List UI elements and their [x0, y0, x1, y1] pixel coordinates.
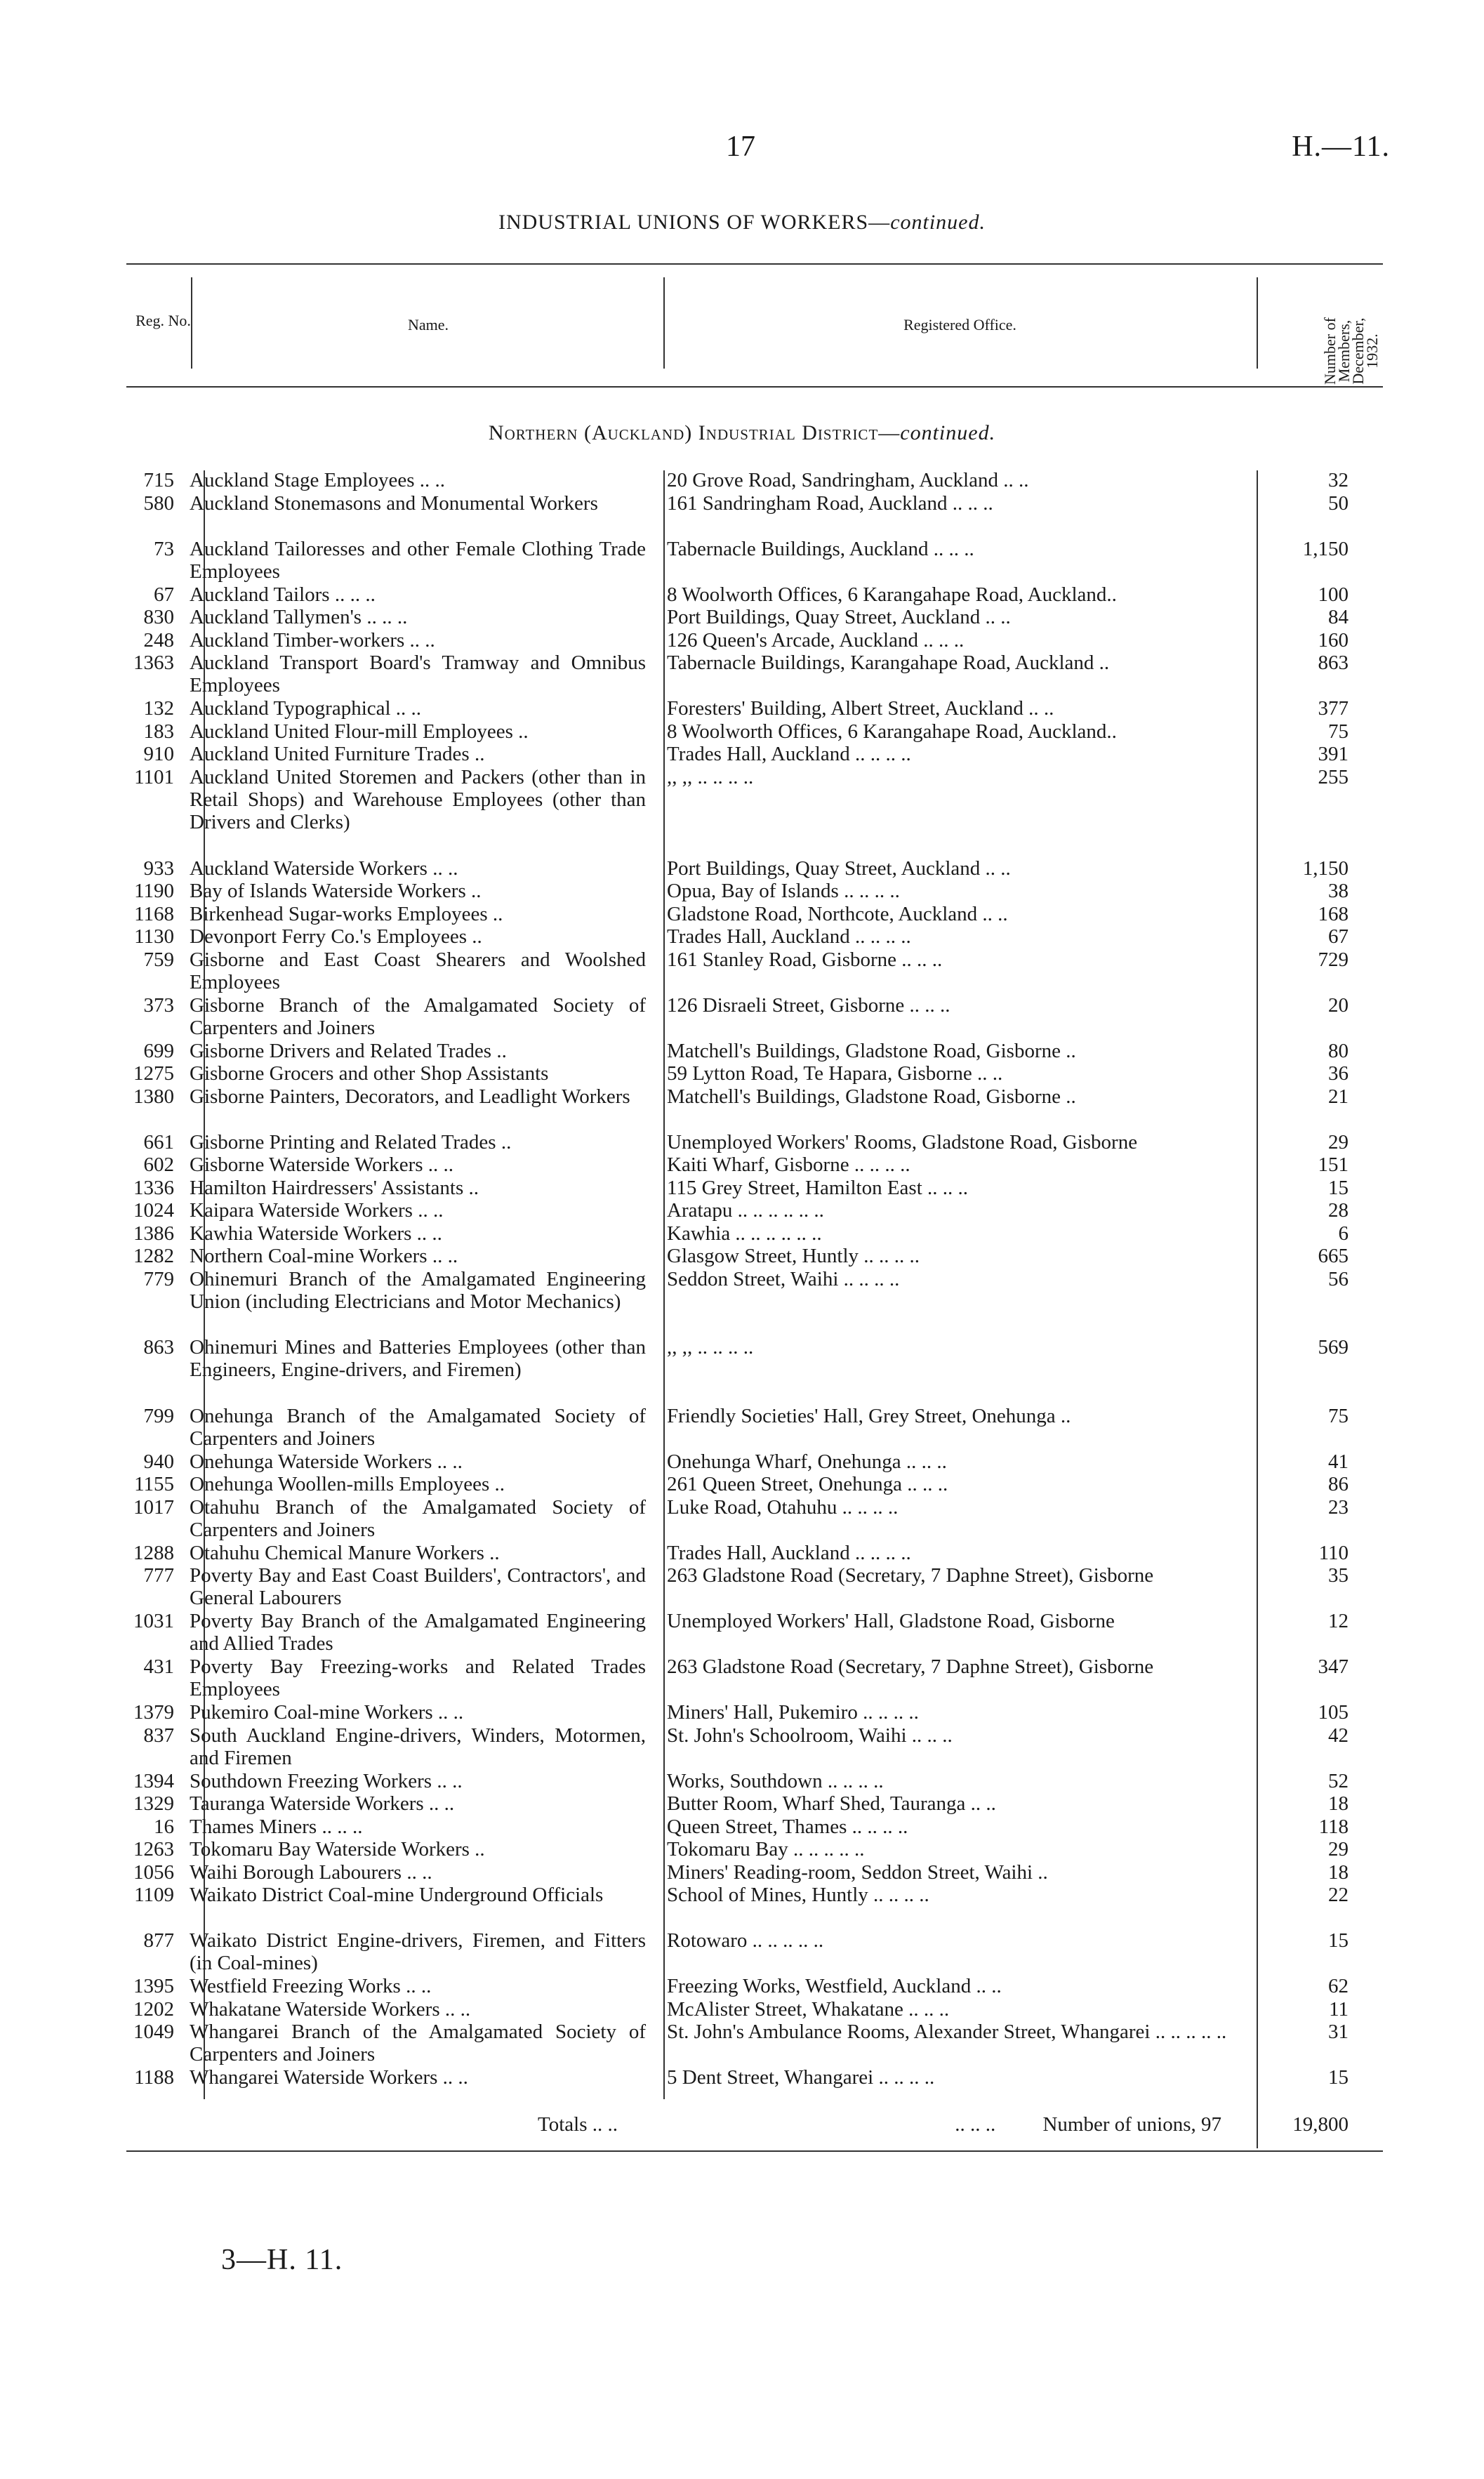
- union-name: Birkenhead Sugar-works Employees ..: [190, 902, 503, 925]
- table-row: [126, 1610, 1383, 1655]
- footer-code: 3—H. 11.: [221, 2244, 343, 2276]
- reg-number: 1031: [133, 1610, 174, 1632]
- reg-number: 1190: [134, 880, 174, 902]
- registered-office: 20 Grove Road, Sandringham, Auckland .. ..: [667, 469, 1029, 491]
- union-name: Waikato District Engine-drivers, Firemen, and Fitters (in Coal-mines): [190, 1929, 646, 1974]
- page-title: [0, 211, 1484, 234]
- table-row: [126, 1040, 1383, 1063]
- member-count: 38: [1328, 880, 1349, 902]
- union-name: Auckland Timber-workers .. ..: [190, 628, 435, 652]
- column-header-members: Number of Members, December, 1932.: [1321, 317, 1381, 385]
- member-count: 35: [1328, 1564, 1349, 1587]
- table-row: [126, 1861, 1383, 1884]
- district-heading: [0, 421, 1484, 445]
- reg-number: 1394: [133, 1769, 174, 1792]
- totals-union-count-block: [646, 2113, 1228, 2136]
- table-row: [126, 1655, 1383, 1701]
- union-name: Gisborne Branch of the Amalgamated Society of Carpenters and Joiners: [190, 993, 646, 1039]
- table-row: [126, 1564, 1383, 1610]
- reg-number: 1282: [133, 1245, 174, 1267]
- document-code: H.—11.: [1292, 131, 1390, 163]
- reg-number: 1056: [133, 1860, 174, 1884]
- union-name: Ohinemuri Branch of the Amalgamated Engineering Union (including Electricians and Motor Mechanics): [190, 1267, 646, 1313]
- union-name: Bay of Islands Waterside Workers ..: [190, 880, 482, 902]
- member-count: 1,150: [1302, 857, 1349, 880]
- reg-number: 248: [143, 628, 174, 652]
- member-count: 56: [1328, 1267, 1349, 1290]
- header-divider: [1257, 277, 1258, 369]
- union-name: Auckland Tailoresses and other Female Clothing Trade Employees: [190, 537, 646, 583]
- registered-office: Gladstone Road, Northcote, Auckland .. ..: [667, 902, 1008, 925]
- union-name: Southdown Freezing Workers .. ..: [190, 1769, 463, 1792]
- member-count: 36: [1328, 1062, 1349, 1085]
- registered-office: St. John's Ambulance Rooms, Alexander Street, Whangarei .. .. .. .. ..: [667, 2021, 1227, 2043]
- registered-office: Queen Street, Thames .. .. .. ..: [667, 1815, 908, 1838]
- registered-office: 59 Lytton Road, Te Hapara, Gisborne .. ..: [667, 1062, 1003, 1085]
- reg-number: 602: [143, 1153, 174, 1176]
- reg-number: 1049: [133, 2021, 174, 2043]
- registered-office: Port Buildings, Quay Street, Auckland .. ..: [667, 606, 1011, 628]
- column-header-reg-no: Reg. No.: [135, 312, 191, 329]
- registered-office: McAlister Street, Whakatane .. .. ..: [667, 1997, 950, 2021]
- member-count: 11: [1329, 1997, 1349, 2021]
- reg-number: 759: [143, 948, 174, 971]
- registered-office: Miners' Reading-room, Seddon Street, Waihi ..: [667, 1860, 1048, 1884]
- reg-number: 132: [143, 697, 174, 720]
- member-count: 665: [1318, 1245, 1349, 1267]
- member-count: 41: [1328, 1450, 1349, 1473]
- union-name: Gisborne Printing and Related Trades ..: [190, 1130, 512, 1153]
- reg-number: 863: [143, 1336, 174, 1359]
- table-row: [126, 1884, 1383, 1929]
- reg-number: 1379: [133, 1701, 174, 1724]
- registered-office: ,, ,, .. .. .. ..: [667, 1336, 754, 1359]
- registered-office: Opua, Bay of Islands .. .. .. ..: [667, 880, 900, 902]
- totals-rule: [126, 2150, 1383, 2152]
- registered-office: Butter Room, Wharf Shed, Tauranga .. ..: [667, 1792, 996, 1815]
- union-name: Otahuhu Chemical Manure Workers ..: [190, 1541, 500, 1564]
- table-row: [126, 2066, 1383, 2089]
- member-count: 168: [1318, 902, 1349, 925]
- union-name: Otahuhu Branch of the Amalgamated Society of Carpenters and Joiners: [190, 1495, 646, 1541]
- table-row: [126, 1405, 1383, 1450]
- title-main: INDUSTRIAL UNIONS OF WORKERS—: [498, 211, 891, 234]
- table-row: [126, 1542, 1383, 1565]
- totals-label: Totals .. ..: [538, 2113, 618, 2136]
- registered-office: Freezing Works, Westfield, Auckland .. ..: [667, 1975, 1002, 1997]
- table-row: [126, 880, 1383, 903]
- registered-office: Kaiti Wharf, Gisborne .. .. .. ..: [667, 1153, 910, 1176]
- table-row: [126, 652, 1383, 697]
- union-name: Westfield Freezing Works .. ..: [190, 1975, 432, 1997]
- registered-office: 263 Gladstone Road (Secretary, 7 Daphne Street), Gisborne: [667, 1564, 1154, 1587]
- member-count: 31: [1328, 2021, 1349, 2043]
- table-row: [126, 925, 1383, 948]
- header-top-rule: [126, 263, 1383, 265]
- table-row: [126, 1062, 1383, 1085]
- table-row: [126, 1268, 1383, 1337]
- registered-office: Matchell's Buildings, Gladstone Road, Gisborne ..: [667, 1085, 1076, 1108]
- union-name: Ohinemuri Mines and Batteries Employees (other than Engineers, Engine-drivers, and Firemen): [190, 1336, 646, 1381]
- table-row: [126, 720, 1383, 743]
- district-continued: continued.: [900, 421, 996, 444]
- union-name: Auckland Waterside Workers .. ..: [190, 857, 458, 880]
- union-name: Auckland Stage Employees .. ..: [190, 469, 446, 491]
- reg-number: 580: [143, 491, 174, 515]
- member-count: 18: [1328, 1860, 1349, 1884]
- registered-office: 126 Disraeli Street, Gisborne .. .. ..: [667, 993, 950, 1017]
- table-row: [126, 492, 1383, 538]
- union-name: Auckland Tallymen's .. .. ..: [190, 606, 408, 628]
- table-row: [126, 743, 1383, 766]
- union-name: Devonport Ferry Co.'s Employees ..: [190, 925, 482, 948]
- table-row: [126, 606, 1383, 629]
- union-name: Gisborne Waterside Workers .. ..: [190, 1153, 454, 1176]
- registered-office: St. John's Schoolroom, Waihi .. .. ..: [667, 1724, 953, 1747]
- reg-number: 1130: [134, 925, 174, 948]
- union-name: Gisborne Drivers and Related Trades ..: [190, 1039, 507, 1062]
- union-name: Hamilton Hairdressers' Assistants ..: [190, 1176, 479, 1199]
- reg-number: 1017: [133, 1495, 174, 1519]
- member-count: 23: [1328, 1495, 1349, 1519]
- unions-table: [126, 469, 1383, 2089]
- registered-office: 115 Grey Street, Hamilton East .. .. ..: [667, 1176, 969, 1199]
- union-name: Auckland United Flour-mill Employees ..: [190, 720, 529, 743]
- member-count: 15: [1328, 2066, 1349, 2089]
- reg-number: 1395: [133, 1975, 174, 1997]
- union-name: Auckland Stonemasons and Monumental Workers: [190, 491, 598, 515]
- union-name: Waihi Borough Labourers .. ..: [190, 1860, 432, 1884]
- union-name: Tauranga Waterside Workers .. ..: [190, 1792, 455, 1815]
- registered-office: Friendly Societies' Hall, Grey Street, Onehunga ..: [667, 1404, 1071, 1427]
- header-divider: [663, 277, 665, 369]
- reg-number: 1336: [133, 1176, 174, 1199]
- registered-office: Port Buildings, Quay Street, Auckland .. ..: [667, 857, 1011, 880]
- registered-office: Aratapu .. .. .. .. .. ..: [667, 1199, 824, 1222]
- member-count: 29: [1328, 1838, 1349, 1860]
- member-count: 75: [1328, 720, 1349, 743]
- title-continued: continued.: [890, 211, 986, 234]
- registered-office: 8 Woolworth Offices, 6 Karangahape Road, Auckland..: [667, 583, 1117, 606]
- member-count: 32: [1328, 469, 1349, 491]
- district-label: Northern (Auckland) Industrial District—: [488, 421, 901, 444]
- member-count: 160: [1318, 628, 1349, 652]
- reg-number: 73: [154, 537, 174, 560]
- union-name: Poverty Bay Branch of the Amalgamated Engineering and Allied Trades: [190, 1610, 646, 1655]
- member-count: 12: [1328, 1610, 1349, 1632]
- reg-number: 183: [143, 720, 174, 743]
- registered-office: Unemployed Workers' Rooms, Gladstone Road, Gisborne: [667, 1130, 1138, 1153]
- member-count: 42: [1328, 1724, 1349, 1747]
- reg-number: 1329: [133, 1792, 174, 1815]
- reg-number: 910: [143, 743, 174, 765]
- table-row: [126, 1222, 1383, 1245]
- union-name: Auckland United Storemen and Packers (other than in Retail Shops) and Warehouse Employees (other than Drivers and Clerks): [190, 765, 646, 833]
- member-count: 255: [1318, 765, 1349, 788]
- reg-number: 837: [143, 1724, 174, 1747]
- reg-number: 830: [143, 606, 174, 628]
- member-count: 729: [1318, 948, 1349, 971]
- page-number: 17: [726, 131, 755, 163]
- table-row: [126, 2021, 1383, 2066]
- table-row: [126, 469, 1383, 492]
- table-row: [126, 948, 1383, 994]
- reg-number: 373: [143, 993, 174, 1017]
- reg-number: 1155: [134, 1473, 174, 1495]
- union-name: Onehunga Branch of the Amalgamated Society of Carpenters and Joiners: [190, 1404, 646, 1450]
- header-bottom-rule: [126, 386, 1383, 388]
- member-count: 84: [1328, 606, 1349, 628]
- reg-number: 715: [143, 469, 174, 491]
- member-count: 20: [1328, 993, 1349, 1017]
- totals-row: [126, 2113, 1383, 2136]
- registered-office: Tabernacle Buildings, Karangahape Road, Auckland ..: [667, 652, 1110, 674]
- table-row: [126, 1975, 1383, 1998]
- reg-number: 699: [143, 1039, 174, 1062]
- reg-number: 1109: [134, 1884, 174, 1906]
- reg-number: 1202: [133, 1997, 174, 2021]
- member-count: 18: [1328, 1792, 1349, 1815]
- member-count: 1,150: [1302, 537, 1349, 560]
- registered-office: 261 Queen Street, Onehunga .. .. ..: [667, 1473, 948, 1495]
- registered-office: Seddon Street, Waihi .. .. .. ..: [667, 1267, 900, 1290]
- member-count: 569: [1318, 1336, 1349, 1359]
- union-name: Gisborne and East Coast Shearers and Woolshed Employees: [190, 948, 646, 993]
- reg-number: 1188: [134, 2066, 174, 2089]
- table-row: [126, 857, 1383, 880]
- registered-office: Trades Hall, Auckland .. .. .. ..: [667, 1541, 911, 1564]
- reg-number: 67: [154, 583, 174, 606]
- member-count: 377: [1318, 697, 1349, 720]
- registered-office: Miners' Hall, Pukemiro .. .. .. ..: [667, 1701, 919, 1724]
- table-row: [126, 1929, 1383, 1975]
- member-count: 863: [1318, 652, 1349, 674]
- reg-number: 1263: [133, 1838, 174, 1860]
- reg-number: 1024: [133, 1199, 174, 1222]
- member-count: 22: [1328, 1884, 1349, 1906]
- member-count: 21: [1328, 1085, 1349, 1108]
- table-row: [126, 1724, 1383, 1770]
- table-row: [126, 583, 1383, 607]
- totals-dots: .. .. ..: [955, 2113, 996, 2136]
- registered-office: 8 Woolworth Offices, 6 Karangahape Road, Auckland..: [667, 720, 1117, 743]
- union-name: Poverty Bay and East Coast Builders', Contractors', and General Labourers: [190, 1564, 646, 1609]
- table-row: [126, 1792, 1383, 1816]
- table-row: [126, 1998, 1383, 2021]
- table-row: [126, 994, 1383, 1040]
- table-row: [126, 538, 1383, 583]
- table-row: [126, 1177, 1383, 1200]
- registered-office: 263 Gladstone Road (Secretary, 7 Daphne Street), Gisborne: [667, 1655, 1154, 1678]
- union-name: Auckland Tailors .. .. ..: [190, 583, 376, 606]
- member-count: 151: [1318, 1153, 1349, 1176]
- union-name: South Auckland Engine-drivers, Winders, Motormen, and Firemen: [190, 1724, 646, 1769]
- registered-office: Tabernacle Buildings, Auckland .. .. ..: [667, 537, 974, 560]
- table-row: [126, 1816, 1383, 1839]
- union-name: Thames Miners .. .. ..: [190, 1815, 363, 1838]
- member-count: 391: [1318, 743, 1349, 765]
- table-row: [126, 629, 1383, 652]
- table-row: [126, 1770, 1383, 1793]
- table-row: [126, 1131, 1383, 1154]
- reg-number: 1386: [133, 1222, 174, 1245]
- registered-office: Onehunga Wharf, Onehunga .. .. ..: [667, 1450, 947, 1473]
- union-name: Gisborne Grocers and other Shop Assistants: [190, 1062, 549, 1085]
- member-count: 67: [1328, 925, 1349, 948]
- table-row: [126, 903, 1383, 926]
- registered-office: Trades Hall, Auckland .. .. .. ..: [667, 925, 911, 948]
- table-row: [126, 1199, 1383, 1222]
- reg-number: 1363: [133, 652, 174, 674]
- reg-number: 1275: [133, 1062, 174, 1085]
- registered-office: Rotowaro .. .. .. .. ..: [667, 1929, 824, 1952]
- registered-office: Unemployed Workers' Hall, Gladstone Road, Gisborne: [667, 1610, 1115, 1632]
- reg-number: 799: [143, 1404, 174, 1427]
- table-row: [126, 697, 1383, 720]
- reg-number: 1168: [134, 902, 174, 925]
- registered-office: Luke Road, Otahuhu .. .. .. ..: [667, 1495, 899, 1519]
- reg-number: 1288: [133, 1541, 174, 1564]
- union-name: Pukemiro Coal-mine Workers .. ..: [190, 1701, 464, 1724]
- member-count: 86: [1328, 1473, 1349, 1495]
- member-count: 62: [1328, 1975, 1349, 1997]
- member-count: 347: [1318, 1655, 1349, 1678]
- registered-office: School of Mines, Huntly .. .. .. ..: [667, 1884, 929, 1906]
- union-name: Tokomaru Bay Waterside Workers ..: [190, 1838, 485, 1860]
- table-row: [126, 1085, 1383, 1131]
- reg-number: 1380: [133, 1085, 174, 1108]
- registered-office: Matchell's Buildings, Gladstone Road, Gisborne ..: [667, 1039, 1076, 1062]
- table-row: [126, 1153, 1383, 1177]
- member-count: 80: [1328, 1039, 1349, 1062]
- union-count: 97: [1201, 2113, 1221, 2136]
- registered-office: 5 Dent Street, Whangarei .. .. .. ..: [667, 2066, 935, 2089]
- member-count: 52: [1328, 1769, 1349, 1792]
- registered-office: Glasgow Street, Huntly .. .. .. ..: [667, 1245, 920, 1267]
- totals-members: 19,800: [1292, 2113, 1349, 2136]
- table-row: [126, 1336, 1383, 1405]
- member-count: 100: [1318, 583, 1349, 606]
- member-count: 105: [1318, 1701, 1349, 1724]
- union-name: Whakatane Waterside Workers .. ..: [190, 1997, 471, 2021]
- reg-number: 940: [143, 1450, 174, 1473]
- member-count: 110: [1318, 1541, 1349, 1564]
- union-name: Poverty Bay Freezing-works and Related Trades Employees: [190, 1655, 646, 1700]
- reg-number: 933: [143, 857, 174, 880]
- registered-office: 126 Queen's Arcade, Auckland .. .. ..: [667, 628, 965, 652]
- union-name: Onehunga Waterside Workers .. ..: [190, 1450, 463, 1473]
- member-count: 75: [1328, 1404, 1349, 1427]
- registered-office: Works, Southdown .. .. .. ..: [667, 1769, 884, 1792]
- union-name: Auckland United Furniture Trades ..: [190, 743, 485, 765]
- union-name: Kaipara Waterside Workers .. ..: [190, 1199, 444, 1222]
- member-count: 50: [1328, 491, 1349, 515]
- registered-office: Tokomaru Bay .. .. .. .. ..: [667, 1838, 865, 1860]
- registered-office: ,, ,, .. .. .. ..: [667, 765, 754, 788]
- table-row: [126, 1473, 1383, 1496]
- union-name: Whangarei Waterside Workers .. ..: [190, 2066, 468, 2089]
- table-row: [126, 1838, 1383, 1861]
- reg-number: 16: [154, 1815, 174, 1838]
- union-name: Kawhia Waterside Workers .. ..: [190, 1222, 442, 1245]
- union-name: Auckland Transport Board's Tramway and Omnibus Employees: [190, 652, 646, 696]
- union-name: Waikato District Coal-mine Underground Officials: [190, 1884, 604, 1906]
- member-count: 29: [1328, 1130, 1349, 1153]
- reg-number: 877: [143, 1929, 174, 1952]
- column-header-registered-office: Registered Office.: [903, 316, 1016, 333]
- reg-number: 777: [143, 1564, 174, 1587]
- member-count: 6: [1338, 1222, 1349, 1245]
- union-name: Auckland Typographical .. ..: [190, 697, 422, 720]
- registered-office: 161 Sandringham Road, Auckland .. .. ..: [667, 491, 993, 515]
- registered-office: Kawhia .. .. .. .. .. ..: [667, 1222, 822, 1245]
- member-count: 118: [1318, 1815, 1349, 1838]
- column-header-name: Name.: [407, 316, 449, 333]
- reg-number: 1101: [134, 765, 174, 788]
- union-count-label: Number of unions,: [1042, 2113, 1196, 2136]
- union-name: Onehunga Woollen-mills Employees ..: [190, 1473, 505, 1495]
- member-count: 28: [1328, 1199, 1349, 1222]
- registered-office: Foresters' Building, Albert Street, Auckland .. ..: [667, 697, 1054, 720]
- member-count: 15: [1328, 1176, 1349, 1199]
- table-row: [126, 1245, 1383, 1268]
- union-name: Northern Coal-mine Workers .. ..: [190, 1245, 458, 1267]
- table-row: [126, 766, 1383, 857]
- reg-number: 661: [143, 1130, 174, 1153]
- reg-number: 779: [143, 1267, 174, 1290]
- reg-number: 431: [143, 1655, 174, 1678]
- table-row: [126, 1450, 1383, 1474]
- member-count: 15: [1328, 1929, 1349, 1952]
- registered-office: Trades Hall, Auckland .. .. .. ..: [667, 743, 911, 765]
- registered-office: 161 Stanley Road, Gisborne .. .. ..: [667, 948, 943, 971]
- union-name: Whangarei Branch of the Amalgamated Society of Carpenters and Joiners: [190, 2021, 646, 2065]
- table-row: [126, 1701, 1383, 1724]
- table-row: [126, 1496, 1383, 1542]
- union-name: Gisborne Painters, Decorators, and Leadlight Workers: [190, 1085, 630, 1108]
